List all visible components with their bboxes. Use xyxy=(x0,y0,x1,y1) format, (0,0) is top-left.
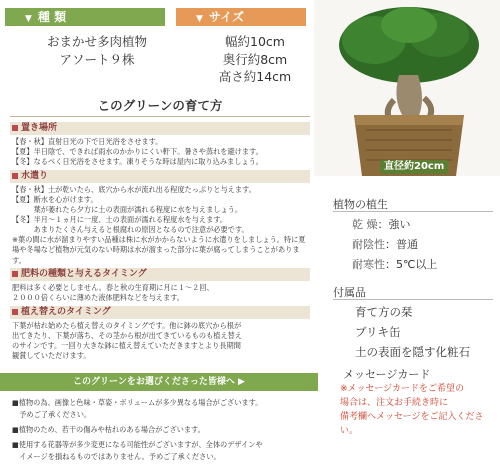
message-card-heading: メッセージカード xyxy=(343,368,431,381)
prop-cold: 耐寒性：5℃以上 xyxy=(352,258,438,271)
size-header-label: サイズ xyxy=(208,10,244,24)
accessories-heading: 付属品 xyxy=(333,286,366,299)
care-line: 【春・秋】直射日光の下で日光浴をさせます。 xyxy=(12,137,163,146)
square-icon xyxy=(12,173,18,179)
type-value: アソート９株 xyxy=(59,52,135,67)
notice-banner: このグリーンをお選びくださった皆様へ ▶ xyxy=(0,373,318,391)
triangle-down-icon: ▼ xyxy=(196,14,203,24)
section-header xyxy=(10,122,310,135)
size-value: 奥行約8cm xyxy=(222,52,288,67)
square-icon xyxy=(12,271,18,277)
square-icon xyxy=(12,309,18,315)
care-line: 【冬】なるべく日光浴をさせます。凍りそうな時は屋内に取り込みましょう。 xyxy=(12,157,263,166)
accessory-item: 土の表面を隠す化粧石 xyxy=(355,345,470,359)
message-note: 場合は、注文お手続き時に xyxy=(340,398,449,408)
care-note: ※葉の間に水が溜まりやすい品種は株に水がかからないように水遣りをしましょう。特に夏場や冬場など植物が元気のない時期は水が溜まった部分に葉が腐ってしまうことがあります。 xyxy=(12,235,306,265)
notice-banner-text: このグリーンをお選びくださった皆様へ xyxy=(73,377,235,387)
size-value: 高さ約14cm xyxy=(218,69,292,84)
care-line: のサインです。一回り大きな鉢に植え替えていただきますとより長期間 xyxy=(12,341,241,350)
accessory-item: 育て方の栞 xyxy=(355,305,413,319)
bonsai-illustration xyxy=(314,0,500,176)
prop-shade: 耐陰性：普通 xyxy=(352,238,418,251)
care-line: 【春・秋】土が乾いたら、底穴から水が流れ出る程度たっぷりと与えます。 xyxy=(12,185,256,194)
care-title: このグリーンの育て方 xyxy=(97,98,223,113)
notice-line: 予めご了承ください。 xyxy=(12,410,92,419)
accessory-item: ブリキ缶 xyxy=(355,325,401,339)
notice-line: ■植物のため、若干の傷みや枯れのある場合がございます。 xyxy=(12,425,205,434)
notice-line: イメージを損ねるものではありません。予めご了承ください。 xyxy=(12,452,221,461)
notice-line: ■植物の為、画像と色味・草姿・ボリュームが多少異なる場合がございます。 xyxy=(12,398,263,407)
notice-line: ■使用する花器等が多少変更になる可能性がございますが、全体のデザインや xyxy=(12,440,263,449)
size-value: 幅約10cm xyxy=(225,34,285,49)
message-note: ※メッセージカードをご希望の xyxy=(340,384,465,394)
vegetation-heading: 植物の植生 xyxy=(333,198,388,211)
section-header xyxy=(10,306,310,319)
section-header xyxy=(10,268,310,281)
type-header-label: 種 類 xyxy=(37,10,67,24)
section-title: 植え替えのタイミング xyxy=(21,307,111,317)
care-line: あまりたくさん与えると根腐れの原因となるので注意が必要です。 xyxy=(12,225,249,234)
section-title: 肥料の種類と与えるタイミング xyxy=(21,269,147,279)
divider xyxy=(333,299,493,300)
diameter-label: 直径約20cm xyxy=(380,160,448,174)
care-line: 観賞していただけます。 xyxy=(12,351,91,360)
section-title: 水遣り xyxy=(21,171,49,181)
care-line: 葉が萎れたら夕方に土の表面が濡れる程度に水を与えましょう。 xyxy=(12,205,243,214)
triangle-down-icon: ▼ xyxy=(25,14,32,24)
care-line: ２０００倍くらいに薄めた液体肥料などを与えます。 xyxy=(12,293,184,302)
type-value: おまかせ多肉植物 xyxy=(46,34,147,49)
square-icon xyxy=(12,125,18,131)
divider xyxy=(333,211,493,212)
care-line: 【夏】半日陰で、できれば雨水のかかりにくい軒下。暑さや蒸れを避けます。 xyxy=(12,147,263,156)
size-header xyxy=(176,8,306,26)
type-header xyxy=(5,8,165,26)
care-line: 出てきたり、下葉が落ち、その茎から根が出てきているものも植え替え xyxy=(12,331,243,340)
care-line: 肥料は多く必要としません。春と秋の生育期に月に１〜２回、 xyxy=(12,283,214,292)
section-header xyxy=(10,170,310,183)
section-title: 置き場所 xyxy=(21,123,58,133)
care-line: 【夏】断水を心がけます。 xyxy=(12,195,98,204)
prop-drought: 乾 燥：強い xyxy=(352,218,411,231)
product-photo xyxy=(314,0,500,176)
divider xyxy=(10,116,310,117)
care-line: 下葉が枯れ始めたら植え替えのタイミングです。他に鉢の底穴から根が xyxy=(12,321,242,330)
care-line: 【冬】半月〜１ヵ月に一度、土の表面が濡れる程度水を与えます。 xyxy=(12,215,228,224)
message-note: 備考欄へメッセージをご記入ください。 xyxy=(340,412,484,436)
